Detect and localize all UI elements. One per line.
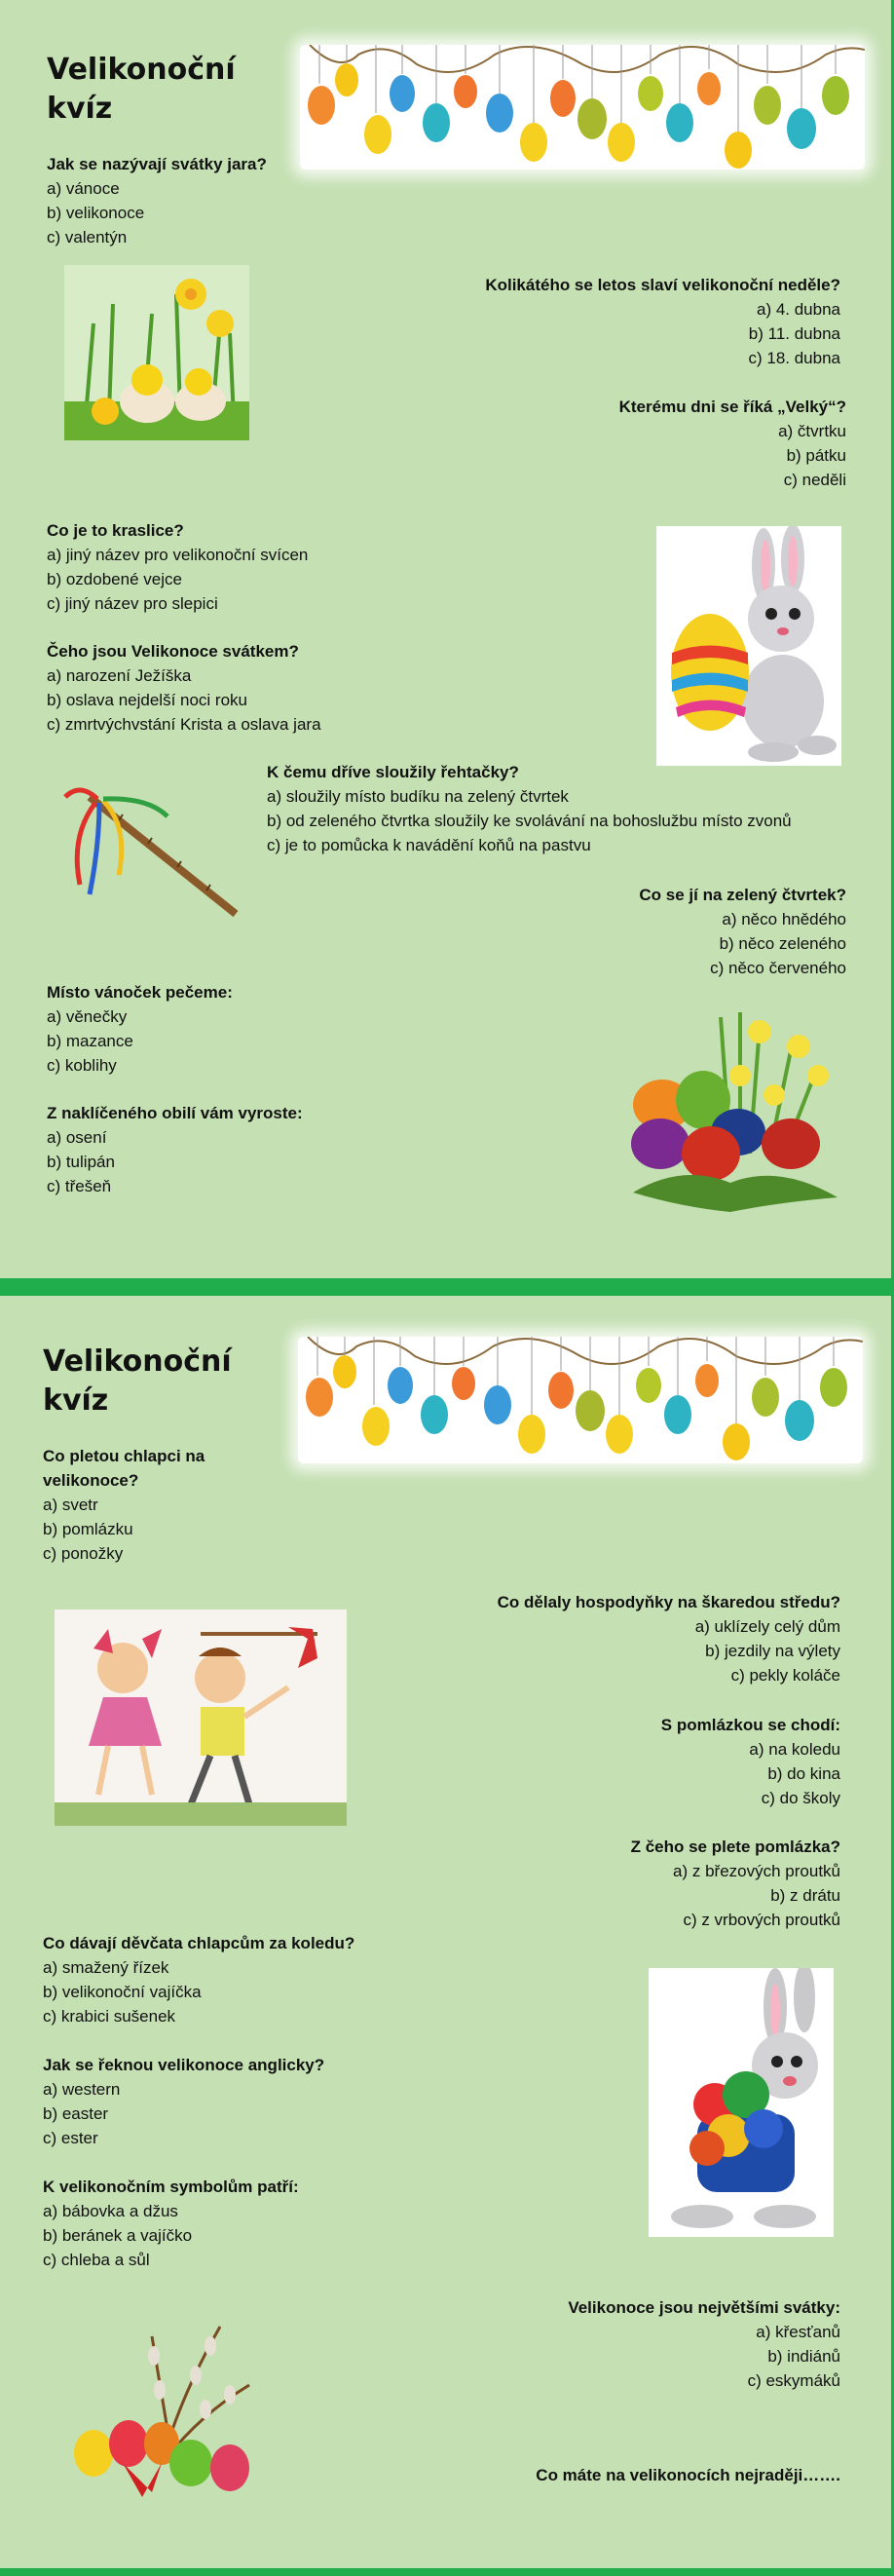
answer-option: c) krabici sušenek: [43, 2007, 176, 2026]
answer-option: c) něco červeného: [710, 959, 846, 977]
answer-option: b) 11. dubna: [748, 324, 840, 343]
answer-option: c) do školy: [761, 1789, 840, 1807]
answer-option: c) z vrbových proutků: [683, 1911, 840, 1929]
question-text: Z čeho se plete pomlázka?: [630, 1837, 840, 1856]
answer-option: c) 18. dubna: [748, 349, 840, 367]
quiz-question: [47, 980, 233, 1078]
quiz-question: [631, 1835, 840, 1932]
question-text: Co máte na velikonocích nejraději…….: [536, 2466, 840, 2484]
bunny-with-egg-image: [656, 526, 841, 766]
answer-option: b) z drátu: [770, 1886, 840, 1905]
page-bottom-bar: [0, 2568, 894, 2576]
question-text: K velikonočním symbolům patří:: [43, 2178, 299, 2196]
answer-option: a) věnečky: [47, 1007, 128, 1026]
quiz-question: [43, 2053, 324, 2150]
answer-option: b) mazance: [47, 1032, 133, 1050]
question-text: Co se jí na zelený čtvrtek?: [639, 886, 846, 904]
answer-option: a) narození Ježíška: [47, 666, 192, 685]
answer-option: b) do kina: [767, 1764, 840, 1783]
answer-option: a) čtvrtku: [778, 422, 846, 440]
children-whipping-image: [55, 1610, 347, 1826]
page-separator: [0, 1278, 894, 1296]
quiz-question: [536, 2463, 840, 2487]
question-text: Co je to kraslice?: [47, 521, 184, 540]
eggs-daffodils-image: [623, 1007, 849, 1224]
answer-option: b) ozdobené vejce: [47, 570, 182, 588]
answer-option: b) easter: [43, 2104, 109, 2123]
answer-option: b) oslava nejdelší noci roku: [47, 691, 248, 709]
quiz-page-1: [0, 0, 894, 1278]
answer-option: b) pátku: [786, 446, 846, 465]
quiz-question: [619, 395, 846, 492]
answer-option: c) valentýn: [47, 228, 128, 246]
answer-option: b) indiánů: [767, 2347, 840, 2366]
page-title: Velikonoční kvíz: [43, 1345, 232, 1418]
quiz-question: [43, 2175, 299, 2272]
quiz-question: [485, 273, 840, 370]
answer-option: a) křesťanů: [756, 2323, 840, 2341]
answer-option: a) sloužily místo budíku na zelený čtvrtek: [267, 787, 569, 806]
answer-option: c) jiný název pro slepici: [47, 594, 218, 613]
question-text: Z naklíčeného obilí vám vyroste:: [47, 1104, 303, 1122]
quiz-question: [639, 883, 846, 980]
question-text: Jak se řeknou velikonoce anglicky?: [43, 2056, 325, 2074]
answer-option: c) chleba a sůl: [43, 2251, 150, 2269]
answer-option: c) třešeň: [47, 1177, 112, 1195]
page-title: Velikonoční kvíz: [47, 53, 236, 126]
answer-option: a) osení: [47, 1128, 107, 1147]
quiz-question: [43, 1931, 354, 2028]
bunny-with-eggs-image: [649, 1968, 834, 2237]
answer-option: a) 4. dubna: [756, 300, 840, 319]
quiz-question: [47, 639, 321, 737]
question-text: Velikonoce jsou největšími svátky:: [568, 2298, 840, 2317]
quiz-question: [267, 760, 792, 857]
answer-option: a) uklízely celý dům: [694, 1617, 840, 1636]
quiz-question: [661, 1713, 840, 1810]
answer-option: c) zmrtvýchvstání Krista a oslava jara: [47, 715, 321, 734]
quiz-question: [47, 152, 267, 249]
quiz-question: [47, 1101, 303, 1198]
answer-option: a) smažený řízek: [43, 1958, 169, 1977]
pussy-willow-eggs-image: [64, 2317, 259, 2504]
answer-option: c) eskymáků: [747, 2371, 840, 2390]
question-text: Jak se nazývají svátky jara?: [47, 155, 267, 173]
hanging-eggs-image: [298, 1337, 863, 1463]
answer-option: a) western: [43, 2080, 121, 2099]
answer-option: b) něco zeleného: [719, 934, 846, 953]
question-text: Kolikátého se letos slaví velikonoční neděle?: [485, 276, 840, 294]
answer-option: b) pomlázku: [43, 1520, 133, 1538]
answer-option: c) je to pomůcka k navádění koňů na pastvu: [267, 836, 591, 854]
question-text: Co dávají děvčata chlapcům za koledu?: [43, 1934, 355, 1952]
question-text: K čemu dříve sloužily řehtačky?: [267, 763, 519, 781]
quiz-question: [498, 1590, 840, 1687]
chicks-daffodils-image: [64, 265, 249, 440]
question-text: Co dělaly hospodyňky na škaredou středu?: [497, 1593, 840, 1611]
quiz-page-2: [0, 1296, 894, 2576]
answer-option: c) neděli: [783, 471, 846, 489]
answer-option: a) na koledu: [749, 1740, 840, 1759]
quiz-question: [47, 518, 308, 616]
answer-option: c) pekly koláče: [730, 1666, 840, 1685]
answer-option: a) jiný název pro velikonoční svícen: [47, 546, 309, 564]
quiz-question: [43, 1444, 238, 1566]
question-text: Co pletou chlapci na velikonoce?: [43, 1447, 205, 1490]
answer-option: a) něco hnědého: [722, 910, 846, 928]
question-text: Kterému dni se říká „Velký“?: [618, 398, 846, 416]
answer-option: b) beránek a vajíčko: [43, 2226, 193, 2245]
rattle-ribbons-image: [60, 777, 247, 924]
answer-option: b) od zeleného čtvrtka sloužily ke svolávání na bohoslužbu místo zvonů: [267, 812, 792, 830]
answer-option: b) velikonoční vajíčka: [43, 1983, 202, 2001]
answer-option: b) tulipán: [47, 1153, 115, 1171]
question-text: Čeho jsou Velikonoce svátkem?: [47, 642, 299, 661]
quiz-question: [568, 2295, 840, 2393]
answer-option: c) koblihy: [47, 1056, 117, 1075]
hanging-eggs-image: [300, 45, 865, 170]
answer-option: a) z březových proutků: [673, 1862, 840, 1880]
question-text: Místo vánoček pečeme:: [47, 983, 233, 1002]
answer-option: a) svetr: [43, 1496, 98, 1514]
question-text: S pomlázkou se chodí:: [660, 1716, 840, 1734]
answer-option: a) bábovka a džus: [43, 2202, 178, 2220]
answer-option: b) jezdily na výlety: [705, 1642, 840, 1660]
answer-option: a) vánoce: [47, 179, 120, 198]
answer-option: b) velikonoce: [47, 204, 145, 222]
answer-option: c) ponožky: [43, 1544, 124, 1563]
answer-option: c) ester: [43, 2129, 98, 2147]
